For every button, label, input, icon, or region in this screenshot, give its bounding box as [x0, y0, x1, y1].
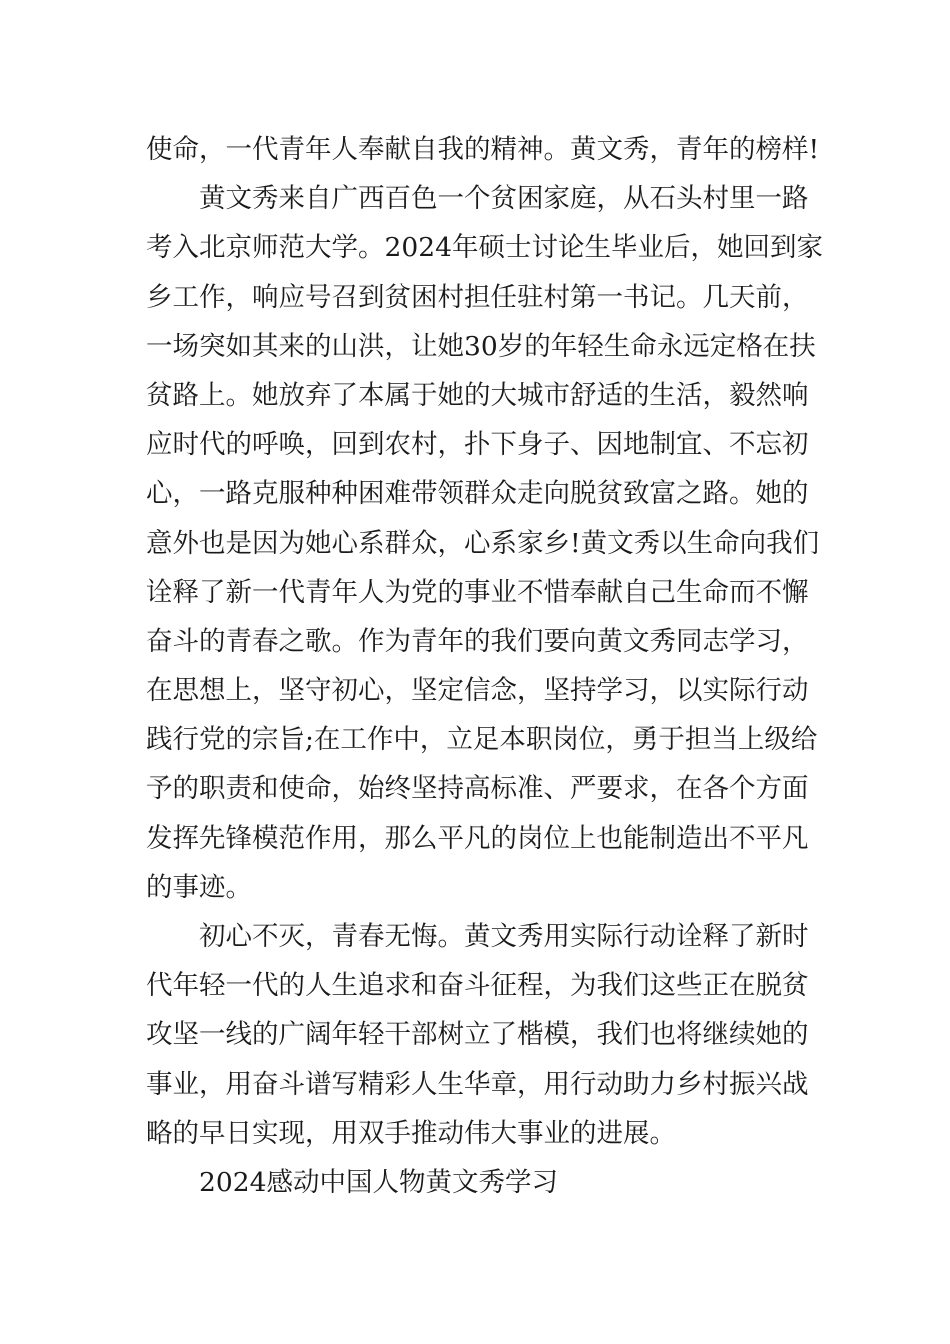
text-line: 奋斗的青春之歌。作为青年的我们要向黄文秀同志学习，	[146, 625, 809, 657]
body-text	[146, 125, 823, 1207]
text-line: 意外也是因为她心系群众，心系家乡!黄文秀以生命向我们	[146, 527, 820, 559]
text-line: 践行党的宗旨;在工作中，立足本职岗位，勇于担当上级给	[146, 724, 818, 756]
paragraph-start-line: 初心不灭，青春无悔。黄文秀用实际行动诠释了新时	[199, 921, 809, 952]
text-line: 予的职责和使命，始终坚持高标准、严要求，在各个方面	[146, 773, 809, 805]
text-line: 事业，用奋斗谱写精彩人生华章，用行动助力乡村振兴战	[146, 1068, 809, 1100]
text-line: 发挥先锋模范作用，那么平凡的岗位上也能制造出不平凡	[146, 822, 809, 854]
text-line: 乡工作，响应号召到贫困村担任驻村第一书记。几天前，	[146, 281, 809, 313]
paragraph-end-line: 的事迹。	[146, 871, 252, 903]
text-line: 考入北京师范大学。2024年硕士讨论生毕业后，她回到家	[146, 232, 823, 264]
text-line: 攻坚一线的广阔年轻干部树立了楷模，我们也将继续她的	[146, 1019, 809, 1051]
text-line: 一场突如其来的山洪，让她30岁的年轻生命永远定格在扶	[146, 330, 816, 362]
section-heading: 2024感动中国人物黄文秀学习	[199, 1166, 558, 1198]
text-line: 在思想上，坚守初心，坚定信念，坚持学习，以实际行动	[146, 675, 809, 707]
text-line: 心，一路克服种种困难带领群众走向脱贫致富之路。她的	[146, 478, 809, 510]
text-line: 使命，一代青年人奉献自我的精神。黄文秀，青年的榜样!	[146, 134, 820, 165]
paragraph-start-line: 黄文秀来自广西百色一个贫困家庭，从石头村里一路	[199, 183, 809, 215]
text-line: 诠释了新一代青年人为党的事业不惜奉献自己生命而不懈	[146, 576, 809, 608]
text-line: 应时代的呼唤，回到农村，扑下身子、因地制宜、不忘初	[146, 429, 809, 461]
text-line: 贫路上。她放弃了本属于她的大城市舒适的生活，毅然响	[146, 379, 809, 411]
paragraph-end-line: 略的早日实现，用双手推动伟大事业的进展。	[146, 1117, 676, 1149]
text-line: 代年轻一代的人生追求和奋斗征程，为我们这些正在脱贫	[146, 970, 809, 1002]
